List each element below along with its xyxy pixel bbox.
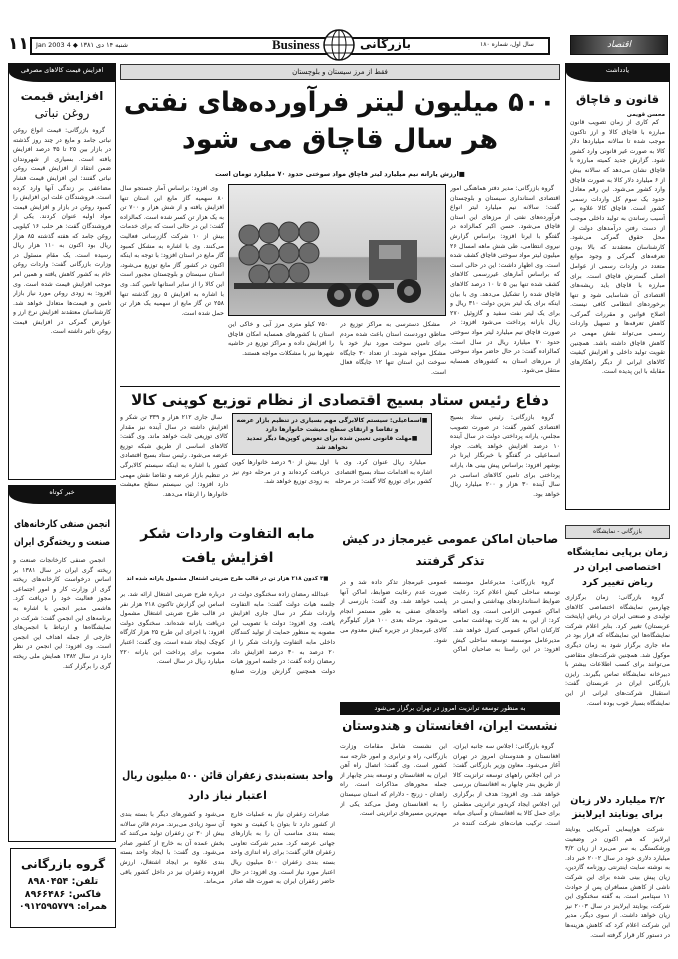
story3-headline: مابه التفاوت واردات شکر افزایش یافت — [140, 526, 315, 566]
story6-headline: واحد بسته‌بندی زعفران قائن ۵۰۰ میلیون ریال اعتبار نیاز دارد — [121, 769, 334, 802]
mobile: همراه: ۰۹۱۲۵۹۵۷۷۹ — [19, 902, 107, 912]
quote: ■اسماعیلی: سیستم کالابرگی مهم بسیاری در تنظیم بازار عرضه و تقاضا و ارتقای سطح معیشت خانوارها دارد — [236, 417, 428, 433]
right-story1-body: گروه بازرگانی: زمان برگزاری چهارمین نمایشگاه اختصاصی کالاهای تولیدی و صنعتی ایران در ریاض (پایتخت عربستان) تغییر کرد. بنابر اعلام شرکت نمایشگاه‌ها این نمایشگاه که قرار بود در ماه جاری برگزار شود به زمان دیگری موکول شد. همچنین شرکت‌های متقاضی می‌توانند برای کسب اطلاعات بیشتر با دبیرخانه نمایشگاه تماس بگیرند. رایزن بازرگانی ایران در عربستان گفت: استقبال شرکت‌های ایرانی از این نمایشگاه بسیار خوب بوده است. — [565, 594, 670, 707]
story2-quote-box — [232, 413, 432, 455]
story5-kicker: به منظور توسعه ترانزیت امروز در تهران برگزار می‌شود — [340, 702, 560, 715]
box-headline: افزایش قیمت روغن نباتی — [20, 89, 104, 120]
lead-subhead: ■ارزش یارانه نیم میلیارد لیتر قاچاق مواد سوختی حدود ۷۰ میلیارد تومان است — [215, 170, 465, 178]
right-story1-headline: زمان برپایی نمایشگاه اختصاصی ایران در ریاض تغییر کرد — [567, 547, 668, 588]
right-lower-column — [565, 525, 670, 945]
lead-body-right: گروه بازرگانی: مدیر دفتر هماهنگی امور اقتصادی استانداری سیستان و بلوچستان گفت: سالانه نیم میلیارد لیتر انواع فرآورده‌های نفتی از مرزهای این استان قاچاق می‌شود. حسن اکبر کمالزاده در گفتگو با ایرنا افزود: براساس گزارش نیروی انتظامی، طی شش ماهه امسال ۲۶ میلیون لیتر مواد سوختی قاچاق کشف شده است. وی اظهار داشت: این در حالی است که براساس آمارهای غیررسمی کالاهای کشف شده تنها بین ۵ تا ۱۰ درصد کالاهای قاچاق شده را تشکیل می‌دهد. وی با بیان اینکه برای یک لیتر بنزین دولت ۳۱۰ ریال و برای یک لیتر نفت سفید و گازوئیل ۲۷۰ ریال یارانه پرداخت می‌شود افزود: در صورت قاچاق نیم میلیارد لیتر مواد سوختی حدود ۷۰ میلیارد ریال در سال است. کمالزاده گفت: در حال حاضر مواد سوختی از مرزهای استان به کشورهای همسایه منتقل می‌شود. — [450, 185, 560, 375]
left-box-oil-price — [8, 63, 116, 480]
story4-body: گروه بازرگانی: مدیرعامل موسسه توسعه ساحلی کیش اعلام کرد: رعایت ضوابط استانداردهای بهداشتی و ایمنی در اماکن عمومی الزامی است. وی اضافه کرد: از این به بعد کارت بهداشت تمامی کارکنان اماکن عمومی کنترل خواهد شد. مدیرعامل موسسه توسعه ساحلی کیش افزود: در این راستا به صاحبان اماکن عمومی غیرمجاز تذکر داده شد و در صورت عدم رعایت ضوابط، اماکن آنها پلمب خواهد شد. وی گفت: بازرسی از واحدهای صنفی به طور مستمر انجام می‌شود. مرحله بعدی ۱۰۰ هزار کیلوگرم کالای غیرمجاز در جزیره کیش معدوم می شود. — [340, 579, 560, 654]
story5-body: گروه بازرگانی: اجلاس سه جانبه ایران، افغانستان و هندوستان امروز در تهران آغاز می‌شود. معاون وزیر بازرگانی گفت: در این اجلاس راههای توسعه ترانزیت کالا از طریق بندر چابهار به افغانستان بررسی خواهد شد. وی افزود: هدف از برگزاری این اجلاس ایجاد کریدور ترانزیتی مطمئن برای حمل کالا به افغانستان و آسیای میانه است. ترکیب هیات‌های شرکت کننده در این نشست شامل مقامات وزارت بازرگانی، راه و ترابری و امور خارجه سه کشور است. وی گفت: اتصال راه آهن ایران به افغانستان و توسعه بندر چابهار از جمله محورهای مذاکرات است. راه زاهدان - زرنج - دلارام که استان سیستان را به افغانستان وصل می‌کند یکی از مهم‌ترین مسیرهای ترانزیتی است. — [340, 743, 560, 827]
truck-photo — [228, 184, 446, 316]
box-headline: قانون و قاچاق — [575, 92, 660, 106]
story6-body: صادرات زعفران نیاز به عملیات خارج از کشور دارد تا بتوان با کیفیت و نحوه بسته بندی مناسب آن را به بازارهای جهانی عرضه کرد. مدیر شرکت تعاونی زعفران قائن گفت: برای راه اندازی واحد بسته بندی زعفران ۵۰۰ میلیون ریال اعتبار مورد نیاز است. وی افزود: در حال حاضر زعفران ایران به صورت فله صادر می‌شود و کشورهای دیگر با بسته بندی آن سود زیادی می‌برند. مردم قائن سالانه بیش از ۳۰ تن زعفران تولید می‌کنند که بخش عمده آن به خارج از کشور صادر می‌شود. وی گفت: با ایجاد واحد بسته بندی علاوه بر ایجاد اشتغال، ارزش افزوده زعفران نیز در داخل کشور باقی می‌ماند. — [120, 811, 335, 886]
lead-kicker: فقط از مرز سیستان و بلوچستان — [120, 64, 560, 80]
story4-headline: صاحبان اماکن عمومی غیرمجاز در کیش تذکر گرفتند — [342, 532, 558, 568]
lead-body-bottom-a: ۷۵۰ کیلو متری مرز آبی و خاکی این استان با کشورهای همسایه امکان قاچاق را افزایش داده و مراکز توزیع در حاشیه شهرها نیز با مشکلات مواجه هستند. — [228, 321, 334, 357]
issue-date: شنبه ۱۴ دی ۱۳۸۱ ◆ 4 Jan 2003 — [36, 41, 128, 49]
contact-box — [10, 848, 116, 928]
box-author: محسن قویمی — [626, 112, 665, 118]
story2-body-left: سال جاری ۲۱۲ هزار و ۳۳۹ تن شکر و افزایش داشته در سال آینده نیز مقدار کالای توزیعی ثابت خواهد ماند. وی گفت: کالاهای اساسی از طریق شبکه توزیع عرضه می‌شود. رئیس ستاد بسیج اقتصادی کشور با اشاره به اینکه سیستم کالابرگی در تنظیم بازار عرضه و تقاضا نقش مهمی دارد افزود: این سیستم سطح معیشت خانوارها را ارتقاء می‌دهد. — [120, 414, 228, 498]
box-label: خبر کوتاه — [9, 486, 115, 504]
lead-headline: ۵۰۰ میلیون لیتر فرآورده‌های نفتی هر سال قاچاق می شود — [124, 87, 556, 155]
page-number: ۱۱ — [8, 34, 29, 54]
quote: ■مهلت قانونی تعیین شده برای تعویض کوپن‌ها دیگر تمدید نخواهد شد — [246, 435, 418, 451]
contact-title: گروه بازرگانی — [20, 857, 106, 871]
story2-center — [232, 413, 432, 508]
section-en: Business — [272, 37, 320, 52]
newspaper-logo — [570, 35, 668, 55]
story5-headline: نشست ایران، افغانستان و هندوستان — [342, 719, 558, 734]
story2-headline: دفاع رئیس ستاد بسیج اقتصادی از نظام توزیع کوپنی کالا — [131, 391, 549, 409]
box-label: یادداشت — [566, 64, 669, 82]
lead-body-bottom-b: مشکل دسترسی به مراکز توزیع در مناطق دوردست استان باعث شده مردم برای تامین سوخت مورد نیاز خود با مشکل مواجه شوند. از تعداد ۳۰ جایگاه سوخت این استان تنها ۱۲ جایگاه فعال است. — [340, 321, 446, 376]
lead-body-left: وی افزود: براساس آمار جستجو سال ۸۰ سهمیه گاز مایع این استان تنها افزایش یافته و از شش هزار و ۷۰۰ تن به یک هزار تن کسر شده است. کمالزاده گفت: این در حالی است که برای خدمات بیش از ۱۰ شرکت گازرسانی فعالیت می‌کنند. وی با اشاره به مشکل کمبود گاز مایع در استان افزود: با توجه به اینکه اکنون در کشور گاز مایع توزیع می‌شود، استان سیستان و بلوچستان مجبور است این کالا را از سایر استانها تامین کند. وی با اشاره به افزایش ۵ روز گذشته تنها ۲۵۸ تن گاز مایع از سهمیه یک هزار تن حمل شده است. — [120, 185, 224, 317]
left-box-foundry — [8, 485, 116, 842]
box-body: انجمن صنفی کارخانجات صنعت و ریخته گری ایران در سال ۱۳۸۱ بر اساس درخواست کارخانه‌های ریخته گری از وزارت کار و امور اجتماعی مجوز فعالیت خود را دریافت کرد. هاشمی مدیر انجمن با اشاره به برنامه‌های این انجمن گفت: شرکت در نمایشگاه‌ها و ارتباط با انجمن‌های خارجی از جمله اهداف این انجمن است. وی افزود: این انجمن در نظر دارد در سال ۱۳۸۲ همایش ملی ریخته گری را برگزار کند. — [13, 557, 111, 670]
right-box-editorial — [565, 63, 670, 510]
right-kicker: بازرگانی - نمایشگاه — [565, 525, 670, 539]
story3-body: عبدالله رمضان زاده سخنگوی دولت در جلسه هیات دولت گفت: مابه التفاوت واردات شکر در سال جاری افزایش یافت. وی افزود: دولت با تصویب این مصوبه به منظور حمایت از تولید کنندگان داخلی مابه التفاوت واردات شکر را از ۲۰ درصد به ۳۰ درصد افزایش داد. رمضان زاده گفت: در جلسه امروز هیات دولت همچنین گزارش وزارت صنایع درباره طرح ضربتی اشتغال ارائه شد. بر اساس این گزارش تاکنون ۲۱۸ هزار نفر در قالب طرح ضربتی اشتغال مشمول دریافت یارانه شده‌اند. سخنگوی دولت افزود: با اجرای این طرح ۲۵ هزار کارگاه کوچک ایجاد شده است. وی گفت: اعتبار مصوب برای پرداخت این یارانه ۲۲۰ میلیارد ریال در سال است. — [120, 591, 335, 675]
logo-text: اقتصاد — [606, 40, 632, 50]
box-headline: انجمن صنفی کارخانه‌های صنعت و ریخته‌گری ایران — [13, 519, 111, 548]
truck-photo-illustration — [229, 185, 446, 316]
box-label: افزایش قیمت کالاهای مصرفی — [9, 64, 115, 82]
section-fa: بازرگانی — [360, 37, 411, 51]
divider — [120, 386, 560, 387]
fax: فاکس: ۸۹۶۶۴۸۶ — [24, 889, 102, 900]
issue-number: سال اول، شماره ۱۸۰ — [480, 41, 534, 48]
box-body: گروه بازرگانی: قیمت انواع روغن نباتی جامد و مایع در چند روز گذشته در بازار بین ۲۵ تا ۳۵ درصد افزایش یافته است. بسیاری از شهروندان ضمن انتقاد از افزایش قیمت روغن نباتی گفتند: این افزایش قیمت فشار مضاعفی بر زندگی آنها وارد کرده است. فروشندگان علت این افزایش را کمبود روغن در بازار و افزایش قیمت مواد اولیه عنوان کردند. یکی از فروشندگان گفت: هر حلب ۱۶ کیلویی روغن جامد که هفته گذشته ۸۵ هزار ریال بود اکنون به ۱۱۰ هزار ریال رسیده است. یک مقام مسئول در وزارت بازرگانی گفت: واردات روغن خام به کشور کاهش یافته و همین امر موجب افزایش قیمت شده است. وی افزود: به زودی روغن مورد نیاز بازار تامین و قیمت‌ها متعادل خواهد شد. کارشناسان معتقدند افزایش نرخ ارز و عوارض گمرکی در افزایش قیمت روغن تاثیر داشته است. — [13, 127, 111, 336]
phone: تلفن: ۸۹۸۰۴۵۴ — [27, 876, 99, 887]
right-story2-headline: ۳/۲ میلیارد دلار زیان برای یونایتد ایرلاینز — [570, 795, 665, 820]
story3-subhead: ■۳ کدون ۲۱۸ هزار تن در قالب طرح ضربتی اشتغال مشمول یارانه شده اند — [126, 576, 329, 582]
box-body: کم کاری از زمان تصویب قانون مبارزه با قاچاق کالا و ارز تاکنون موجب شده تا سالانه میلیاردها دلار کالا به صورت غیر قانونی وارد کشور شود. گزارش جدید کمیته مبارزه با قاچاق نشان می‌دهد که سالانه بیش از ۶ میلیارد دلار کالا به صورت قاچاق وارد کشور می‌شود. این رقم معادل حدود یک سوم کل واردات رسمی کشور است. قاچاق کالا علاوه بر آسیب رساندن به تولید داخلی موجب از دست رفتن درآمدهای دولت از محل حقوق گمرکی می‌شود. کارشناسان معتقدند که بالا بودن تعرفه‌های گمرکی و وجود موانع متعدد در واردات رسمی از عوامل اصلی گسترش قاچاق است. برای مبارزه با قاچاق باید ریشه‌های اقتصادی آن شناسایی شود و تنها برخوردهای انتظامی کافی نیست. اصلاح قوانین و مقررات گمرکی، کاهش تعرفه‌ها و تسهیل واردات رسمی می‌تواند نقش مهمی در کاهش قاچاق داشته باشد. همچنین تقویت تولید داخلی و افزایش کیفیت کالاهای ایرانی از دیگر راهکارهای مقابله با این پدیده است. — [570, 119, 665, 376]
globe-icon — [323, 29, 355, 61]
right-story2-body: شرکت هواپیمایی آمریکایی یونایتد ایرلاینز که هم اکنون در وضعیت ورشکستگی به سر می‌برد از زیان ۳/۲ میلیارد دلاری خود در سال ۲۰۰۲ خبر داد. به نوشته سایت اینترنتی روزنامه گاردین، زیان پیش بینی شده برای این شرکت ناشی از کاهش مسافران پس از حوادث ۱۱ سپتامبر است. به گفته سخنگوی این شرکت، یونایتد ایرلاینز در سال ۲۰۰۳ نیز زیان خواهد داشت. از سوی دیگر، مدیر این شرکت اعلام کرد که کاهش هزینه‌ها در دستور کار قرار گرفته است. — [565, 826, 670, 939]
story2-body-mid: میلیارد ریال عنوان کرد. وی با اشاره به اقدامات ستاد بسیج اقتصادی کشور برای توزیع کالا گفت: در مرحله اول بیش از ۹۰ درصد خانوارها کوپن دریافت کرده‌اند و در مرحله دوم نیز به زودی توزیع خواهد شد. — [232, 459, 432, 486]
story2-body-right: گروه بازرگانی: رئیس ستاد بسیج اقتصادی کشور گفت: در صورت تصویب مجلس، یارانه پرداختی دولت در سال آینده ۱۰ درصد افزایش خواهد یافت. جواد اسماعیلی در گفتگو با خبرنگار ایرنا در بوشهر افزود: براساس پیش بینی ها، یارانه پرداختی برای تامین کالاهای اساسی در سال آینده ۳۰ هزار و ۲۰۰ میلیارد ریال خواهد بود. — [450, 414, 560, 498]
